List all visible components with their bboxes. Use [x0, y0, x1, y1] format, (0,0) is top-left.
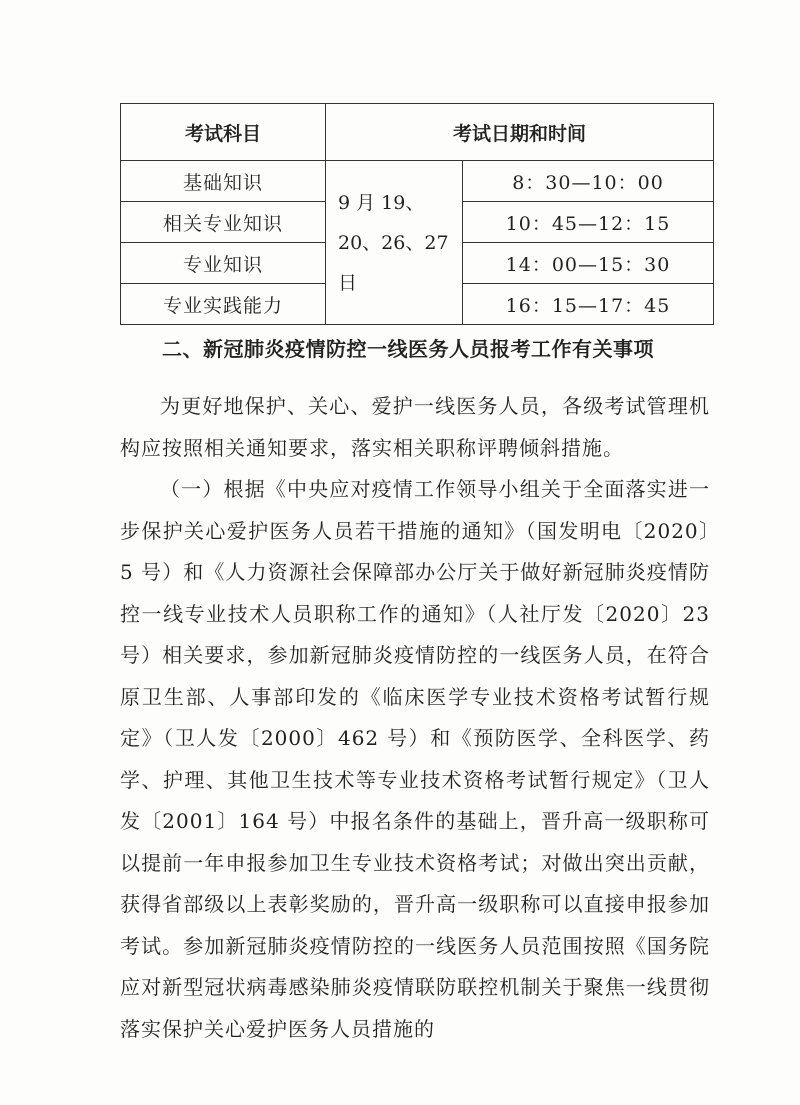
- paragraph-intro: 为更好地保护、关心、爱护一线医务人员，各级考试管理机构应按照相关通知要求，落实相关职称评聘倾斜措施。: [120, 394, 710, 460]
- header-datetime: 考试日期和时间: [326, 104, 714, 161]
- subject-cell: 基础知识: [121, 161, 326, 202]
- exam-date-cell: [326, 161, 463, 325]
- table-row: [121, 161, 714, 202]
- time-cell: 8：30—10：00: [463, 161, 714, 202]
- time-cell: 14：00—15：30: [463, 243, 714, 284]
- paragraph-item-1: （一）根据《中央应对疫情工作领导小组关于全面落实进一步保护关心爱护医务人员若干措施的通知》（国发明电〔2020〕5 号）和《人力资源社会保障部办公厅关于做好新冠肺炎疫情防控一线专业技术人员职称工作的通知》（人社厅发〔2020〕23 号）相关要求，参加新冠肺炎疫情防控的一线医务人员，在符合原卫生部、人事部印发的《临床医学专业技术资格考试暂行规定》（卫人发〔2000〕462 号）和《预防医学、全科医学、药学、护理、其他卫生技术等专业技术资格考试暂行规定》（卫人发〔2001〕164 号）中报名条件的基础上，晋升高一级职称可以提前一年申报参加卫生专业技术资格考试；对做出突出贡献，获得省部级以上表彰奖励的，晋升高一级职称可以直接申报参加考试。参加新冠肺炎疫情防控的一线医务人员范围按照《国务院应对新型冠状病毒感染肺炎疫情联防联控机制关于聚焦一线贯彻落实保护关心爱护医务人员措施的: [120, 477, 710, 1041]
- exam-schedule-table: [120, 103, 714, 325]
- section-heading: 二、新冠肺炎疫情防控一线医务人员报考工作有关事项: [162, 337, 654, 361]
- subject-cell: 专业实践能力: [121, 284, 326, 325]
- time-cell: 10：45—12：15: [463, 202, 714, 243]
- time-cell: 16：15—17：45: [463, 284, 714, 325]
- header-subject: 考试科目: [121, 104, 326, 161]
- exam-date-text: 9 月 19、20、26、27 日: [338, 191, 449, 294]
- subject-cell: 相关专业知识: [121, 202, 326, 243]
- table-header-row: [121, 104, 714, 161]
- subject-cell: 专业知识: [121, 243, 326, 284]
